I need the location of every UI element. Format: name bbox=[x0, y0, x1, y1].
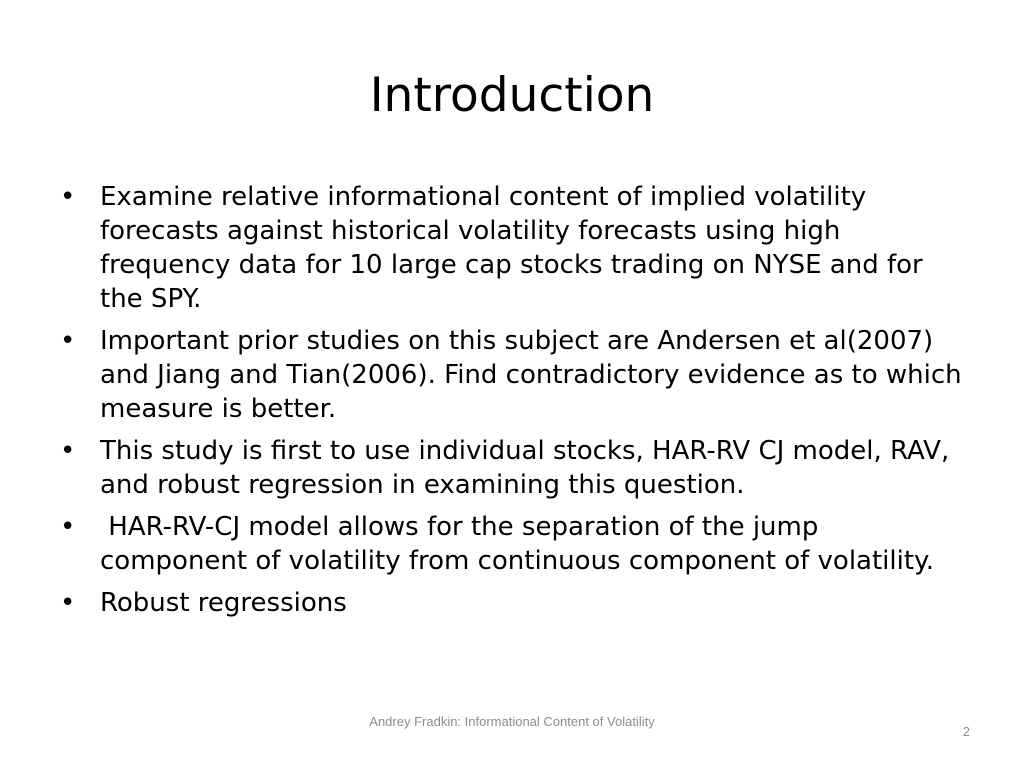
bullet-list bbox=[60, 180, 970, 628]
bullet-text: Important prior studies on this subject are Andersen et al(2007) and Jiang and Tian(2006). Find contradictory evidence as to which measure is better. bbox=[100, 326, 962, 424]
bullet-marker: • bbox=[60, 512, 76, 542]
bullet-item-5 bbox=[60, 586, 970, 620]
slide-footer: Andrey Fradkin: Informational Content of Volatility bbox=[369, 714, 655, 729]
bullet-text: Examine relative informational content of implied volatility forecasts against historical volatility forecasts using high frequency data for 10 large cap stocks trading on NYSE and for the SPY. bbox=[100, 182, 923, 314]
bullet-item-1 bbox=[60, 180, 970, 316]
bullet-marker: • bbox=[60, 326, 76, 356]
bullet-item-2 bbox=[60, 324, 970, 426]
bullet-text: Robust regressions bbox=[100, 588, 347, 618]
bullet-marker: • bbox=[60, 182, 76, 212]
bullet-marker: • bbox=[60, 436, 76, 466]
bullet-text: HAR-RV-CJ model allows for the separation of the jump component of volatility from continuous component of volatility. bbox=[100, 512, 934, 576]
slide-title: Introduction bbox=[369, 68, 655, 123]
slide-page-number: 2 bbox=[962, 724, 970, 739]
bullet-text: This study is first to use individual stocks, HAR-RV CJ model, RAV, and robust regression in examining this question. bbox=[100, 436, 950, 500]
bullet-item-4 bbox=[60, 510, 970, 578]
bullet-marker: • bbox=[60, 588, 76, 618]
bullet-item-3 bbox=[60, 434, 970, 502]
